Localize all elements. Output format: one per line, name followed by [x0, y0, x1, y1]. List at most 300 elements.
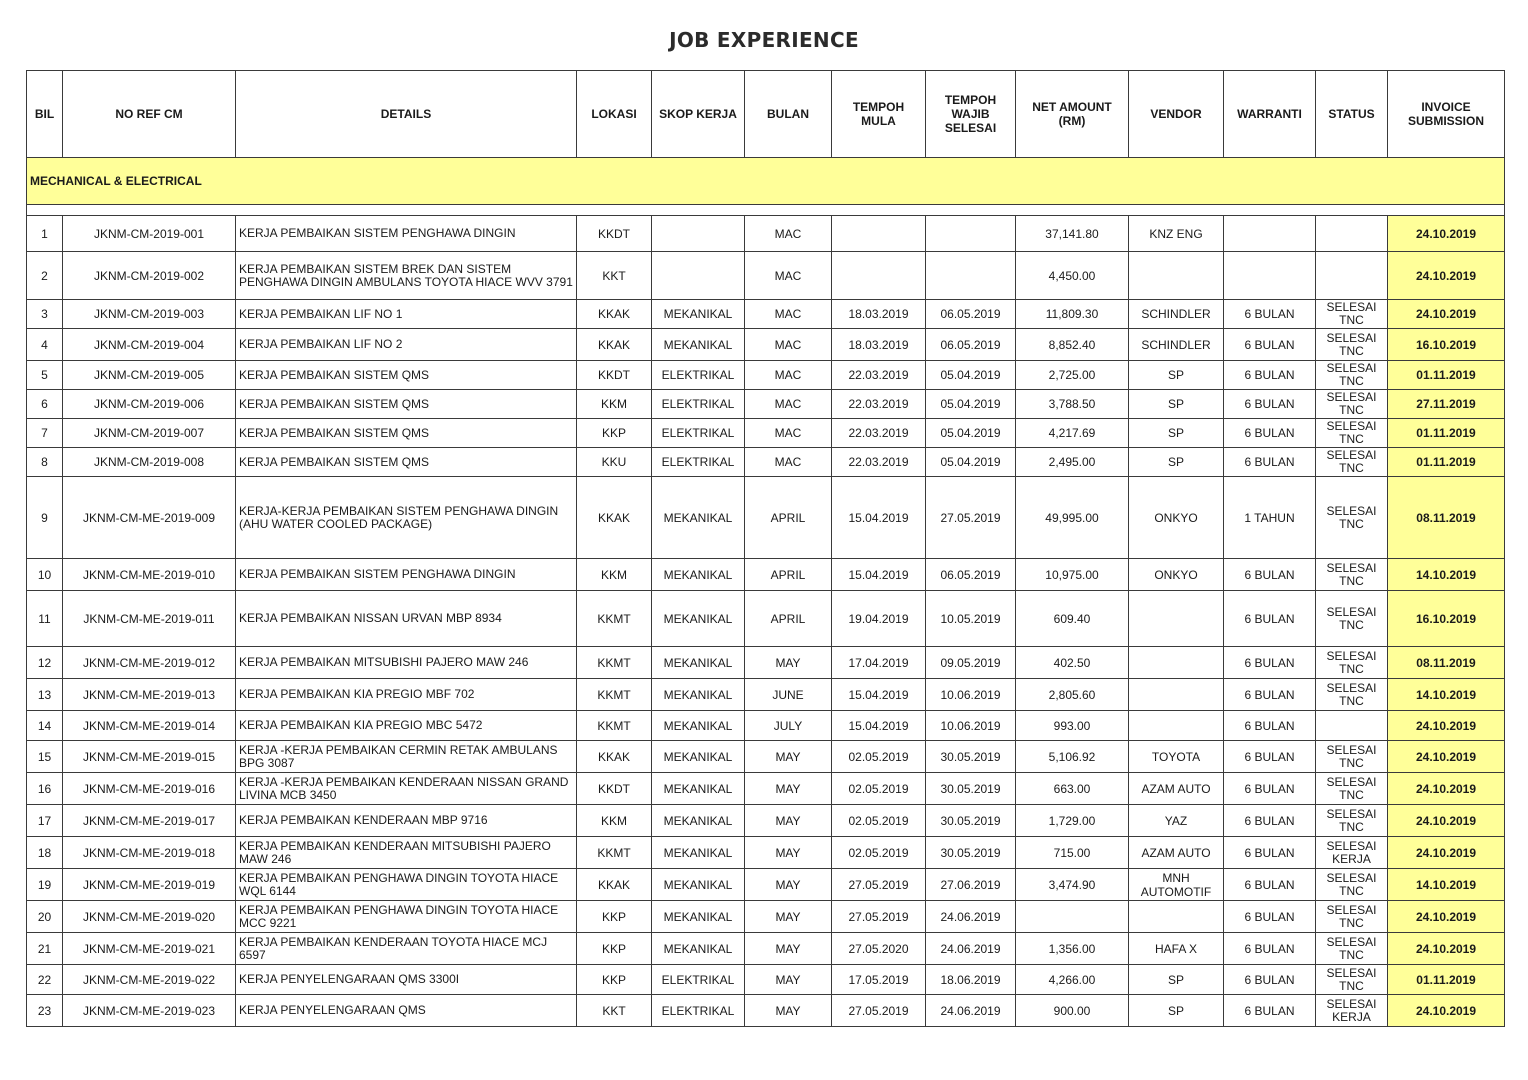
- cell-tempoh-mula: 15.04.2019: [832, 559, 926, 591]
- cell-tempoh-selesai: 05.04.2019: [926, 361, 1016, 390]
- cell-net-amount: 10,975.00: [1016, 559, 1129, 591]
- cell-lokasi: KKAK: [577, 477, 652, 559]
- cell-bulan: APRIL: [745, 591, 832, 647]
- cell-invoice: 24.10.2019: [1388, 216, 1505, 252]
- cell-bulan: JULY: [745, 711, 832, 741]
- cell-bulan: MAY: [745, 805, 832, 837]
- cell-tempoh-mula: 27.05.2019: [832, 901, 926, 933]
- cell-status: SELESAI TNC: [1316, 329, 1388, 361]
- cell-tempoh-selesai: 30.05.2019: [926, 837, 1016, 869]
- cell-invoice: 24.10.2019: [1388, 933, 1505, 965]
- cell-warranti: 6 BULAN: [1224, 995, 1316, 1027]
- cell-net-amount: 993.00: [1016, 711, 1129, 741]
- cell-tempoh-selesai: [926, 252, 1016, 300]
- cell-status: SELESAI KERJA: [1316, 837, 1388, 869]
- table-row: [27, 252, 1505, 300]
- cell-ref: JKNM-CM-2019-004: [63, 329, 236, 361]
- cell-skop: ELEKTRIKAL: [652, 390, 745, 419]
- cell-net-amount: 900.00: [1016, 995, 1129, 1027]
- cell-lokasi: KKAK: [577, 741, 652, 773]
- cell-bil: 10: [27, 559, 63, 591]
- cell-warranti: 6 BULAN: [1224, 741, 1316, 773]
- cell-lokasi: KKAK: [577, 869, 652, 901]
- cell-tempoh-mula: 27.05.2019: [832, 869, 926, 901]
- table-row: [27, 448, 1505, 477]
- cell-net-amount: 3,788.50: [1016, 390, 1129, 419]
- cell-warranti: 6 BULAN: [1224, 965, 1316, 995]
- cell-details: KERJA -KERJA PEMBAIKAN KENDERAAN NISSAN GRAND LIVINA MCB 3450: [236, 773, 577, 805]
- cell-bulan: MAY: [745, 869, 832, 901]
- cell-tempoh-selesai: 27.05.2019: [926, 477, 1016, 559]
- cell-vendor: SP: [1129, 448, 1224, 477]
- cell-status: SELESAI TNC: [1316, 965, 1388, 995]
- cell-details: KERJA PEMBAIKAN PENGHAWA DINGIN TOYOTA HIACE MCC 9221: [236, 901, 577, 933]
- cell-status: [1316, 252, 1388, 300]
- cell-bulan: APRIL: [745, 559, 832, 591]
- cell-warranti: 6 BULAN: [1224, 390, 1316, 419]
- header-vendor: VENDOR: [1129, 71, 1224, 158]
- cell-invoice: 24.10.2019: [1388, 252, 1505, 300]
- cell-vendor: KNZ ENG: [1129, 216, 1224, 252]
- cell-vendor: SP: [1129, 995, 1224, 1027]
- table-row: [27, 591, 1505, 647]
- cell-status: SELESAI TNC: [1316, 933, 1388, 965]
- cell-ref: JKNM-CM-2019-003: [63, 300, 236, 329]
- table-row: [27, 965, 1505, 995]
- cell-bil: 2: [27, 252, 63, 300]
- cell-bulan: MAY: [745, 837, 832, 869]
- cell-lokasi: KKMT: [577, 647, 652, 679]
- cell-status: SELESAI TNC: [1316, 559, 1388, 591]
- cell-bil: 11: [27, 591, 63, 647]
- table-row: [27, 419, 1505, 448]
- cell-tempoh-selesai: 05.04.2019: [926, 390, 1016, 419]
- cell-vendor: AZAM AUTO: [1129, 773, 1224, 805]
- header-skop: SKOP KERJA: [652, 71, 745, 158]
- table-row: [27, 837, 1505, 869]
- cell-status: SELESAI TNC: [1316, 361, 1388, 390]
- cell-bulan: MAY: [745, 965, 832, 995]
- cell-lokasi: KKP: [577, 419, 652, 448]
- cell-bulan: MAC: [745, 390, 832, 419]
- cell-vendor: [1129, 591, 1224, 647]
- cell-ref: JKNM-CM-ME-2019-012: [63, 647, 236, 679]
- cell-net-amount: 2,725.00: [1016, 361, 1129, 390]
- cell-lokasi: KKAK: [577, 329, 652, 361]
- cell-status: SELESAI TNC: [1316, 477, 1388, 559]
- cell-net-amount: 8,852.40: [1016, 329, 1129, 361]
- cell-bil: 8: [27, 448, 63, 477]
- cell-tempoh-selesai: 05.04.2019: [926, 448, 1016, 477]
- cell-invoice: 24.10.2019: [1388, 837, 1505, 869]
- cell-tempoh-mula: 15.04.2019: [832, 711, 926, 741]
- cell-bil: 18: [27, 837, 63, 869]
- cell-bil: 21: [27, 933, 63, 965]
- section-label: MECHANICAL & ELECTRICAL: [27, 158, 1505, 205]
- cell-invoice: 01.11.2019: [1388, 419, 1505, 448]
- cell-vendor: TOYOTA: [1129, 741, 1224, 773]
- cell-tempoh-selesai: 06.05.2019: [926, 300, 1016, 329]
- cell-tempoh-mula: 15.04.2019: [832, 477, 926, 559]
- cell-bulan: JUNE: [745, 679, 832, 711]
- header-tempoh-selesai: TEMPOH WAJIB SELESAI: [926, 71, 1016, 158]
- cell-status: SELESAI TNC: [1316, 591, 1388, 647]
- cell-ref: JKNM-CM-2019-001: [63, 216, 236, 252]
- cell-tempoh-selesai: 30.05.2019: [926, 805, 1016, 837]
- cell-lokasi: KKU: [577, 448, 652, 477]
- cell-skop: ELEKTRIKAL: [652, 361, 745, 390]
- cell-tempoh-mula: 22.03.2019: [832, 419, 926, 448]
- cell-details: KERJA PEMBAIKAN KIA PREGIO MBC 5472: [236, 711, 577, 741]
- cell-skop: MEKANIKAL: [652, 711, 745, 741]
- cell-net-amount: 4,217.69: [1016, 419, 1129, 448]
- job-experience-table: [26, 70, 1505, 1027]
- header-status: STATUS: [1316, 71, 1388, 158]
- cell-details: KERJA PEMBAIKAN KIA PREGIO MBF 702: [236, 679, 577, 711]
- cell-status: [1316, 711, 1388, 741]
- cell-ref: JKNM-CM-ME-2019-018: [63, 837, 236, 869]
- cell-skop: ELEKTRIKAL: [652, 448, 745, 477]
- cell-tempoh-mula: [832, 216, 926, 252]
- cell-tempoh-mula: 02.05.2019: [832, 805, 926, 837]
- cell-skop: MEKANIKAL: [652, 837, 745, 869]
- table-row: [27, 805, 1505, 837]
- cell-tempoh-selesai: [926, 216, 1016, 252]
- cell-lokasi: KKMT: [577, 837, 652, 869]
- cell-tempoh-selesai: 10.06.2019: [926, 679, 1016, 711]
- cell-tempoh-selesai: 27.06.2019: [926, 869, 1016, 901]
- cell-bulan: MAY: [745, 773, 832, 805]
- cell-warranti: 6 BULAN: [1224, 361, 1316, 390]
- cell-invoice: 01.11.2019: [1388, 361, 1505, 390]
- section-spacer: [27, 205, 1505, 216]
- cell-status: SELESAI TNC: [1316, 869, 1388, 901]
- cell-bulan: MAC: [745, 216, 832, 252]
- cell-net-amount: 49,995.00: [1016, 477, 1129, 559]
- header-lokasi: LOKASI: [577, 71, 652, 158]
- cell-skop: MEKANIKAL: [652, 329, 745, 361]
- table-row: [27, 773, 1505, 805]
- cell-net-amount: 11,809.30: [1016, 300, 1129, 329]
- cell-invoice: 24.10.2019: [1388, 711, 1505, 741]
- cell-warranti: 6 BULAN: [1224, 329, 1316, 361]
- cell-skop: MEKANIKAL: [652, 679, 745, 711]
- table-row: [27, 679, 1505, 711]
- cell-details: KERJA PEMBAIKAN SISTEM BREK DAN SISTEM PENGHAWA DINGIN AMBULANS TOYOTA HIACE WVV 3791: [236, 252, 577, 300]
- cell-warranti: 6 BULAN: [1224, 419, 1316, 448]
- cell-net-amount: 4,266.00: [1016, 965, 1129, 995]
- cell-net-amount: [1016, 901, 1129, 933]
- cell-warranti: 1 TAHUN: [1224, 477, 1316, 559]
- cell-lokasi: KKP: [577, 901, 652, 933]
- cell-lokasi: KKM: [577, 390, 652, 419]
- cell-warranti: 6 BULAN: [1224, 837, 1316, 869]
- table-row: [27, 390, 1505, 419]
- header-tempoh-mula: TEMPOH MULA: [832, 71, 926, 158]
- cell-ref: JKNM-CM-ME-2019-019: [63, 869, 236, 901]
- header-net-amount: NET AMOUNT (RM): [1016, 71, 1129, 158]
- cell-skop: ELEKTRIKAL: [652, 995, 745, 1027]
- cell-net-amount: 1,729.00: [1016, 805, 1129, 837]
- cell-details: KERJA PENYELENGARAAN QMS: [236, 995, 577, 1027]
- cell-status: SELESAI TNC: [1316, 679, 1388, 711]
- cell-warranti: 6 BULAN: [1224, 647, 1316, 679]
- cell-status: SELESAI TNC: [1316, 419, 1388, 448]
- cell-tempoh-selesai: 06.05.2019: [926, 329, 1016, 361]
- cell-status: SELESAI TNC: [1316, 805, 1388, 837]
- cell-vendor: SCHINDLER: [1129, 329, 1224, 361]
- cell-tempoh-mula: 22.03.2019: [832, 390, 926, 419]
- cell-tempoh-selesai: 10.06.2019: [926, 711, 1016, 741]
- cell-invoice: 16.10.2019: [1388, 591, 1505, 647]
- table-row: [27, 559, 1505, 591]
- cell-status: SELESAI TNC: [1316, 390, 1388, 419]
- cell-warranti: 6 BULAN: [1224, 300, 1316, 329]
- cell-tempoh-selesai: 06.05.2019: [926, 559, 1016, 591]
- cell-bil: 3: [27, 300, 63, 329]
- section-row: [27, 158, 1505, 205]
- cell-tempoh-mula: [832, 252, 926, 300]
- cell-details: KERJA PEMBAIKAN LIF NO 2: [236, 329, 577, 361]
- cell-tempoh-mula: 02.05.2019: [832, 837, 926, 869]
- cell-tempoh-mula: 17.04.2019: [832, 647, 926, 679]
- cell-vendor: [1129, 679, 1224, 711]
- cell-bulan: MAC: [745, 361, 832, 390]
- page-title: JOB EXPERIENCE: [669, 28, 859, 52]
- table-row: [27, 361, 1505, 390]
- cell-skop: MEKANIKAL: [652, 741, 745, 773]
- cell-details: KERJA PEMBAIKAN SISTEM PENGHAWA DINGIN: [236, 216, 577, 252]
- cell-tempoh-mula: 27.05.2020: [832, 933, 926, 965]
- cell-bil: 14: [27, 711, 63, 741]
- cell-warranti: 6 BULAN: [1224, 869, 1316, 901]
- table-header-row: [27, 71, 1505, 158]
- cell-lokasi: KKDT: [577, 773, 652, 805]
- cell-invoice: 14.10.2019: [1388, 679, 1505, 711]
- cell-tempoh-mula: 15.04.2019: [832, 679, 926, 711]
- cell-warranti: 6 BULAN: [1224, 591, 1316, 647]
- cell-skop: ELEKTRIKAL: [652, 419, 745, 448]
- cell-bulan: APRIL: [745, 477, 832, 559]
- cell-vendor: MNH AUTOMOTIF: [1129, 869, 1224, 901]
- cell-invoice: 24.10.2019: [1388, 300, 1505, 329]
- cell-bulan: MAY: [745, 741, 832, 773]
- cell-ref: JKNM-CM-ME-2019-015: [63, 741, 236, 773]
- cell-invoice: 01.11.2019: [1388, 965, 1505, 995]
- cell-lokasi: KKM: [577, 805, 652, 837]
- cell-warranti: 6 BULAN: [1224, 679, 1316, 711]
- cell-tempoh-selesai: 30.05.2019: [926, 773, 1016, 805]
- cell-status: SELESAI KERJA: [1316, 995, 1388, 1027]
- cell-net-amount: 4,450.00: [1016, 252, 1129, 300]
- cell-ref: JKNM-CM-ME-2019-020: [63, 901, 236, 933]
- cell-net-amount: 37,141.80: [1016, 216, 1129, 252]
- cell-vendor: SP: [1129, 390, 1224, 419]
- cell-status: [1316, 216, 1388, 252]
- cell-vendor: SP: [1129, 361, 1224, 390]
- cell-warranti: 6 BULAN: [1224, 805, 1316, 837]
- cell-skop: MEKANIKAL: [652, 300, 745, 329]
- cell-bil: 5: [27, 361, 63, 390]
- cell-ref: JKNM-CM-2019-008: [63, 448, 236, 477]
- cell-lokasi: KKP: [577, 965, 652, 995]
- cell-lokasi: KKM: [577, 559, 652, 591]
- table-row: [27, 300, 1505, 329]
- cell-bil: 20: [27, 901, 63, 933]
- cell-vendor: [1129, 711, 1224, 741]
- cell-net-amount: 402.50: [1016, 647, 1129, 679]
- cell-bil: 12: [27, 647, 63, 679]
- cell-status: SELESAI TNC: [1316, 448, 1388, 477]
- header-warranti: WARRANTI: [1224, 71, 1316, 158]
- cell-ref: JKNM-CM-ME-2019-011: [63, 591, 236, 647]
- header-bulan: BULAN: [745, 71, 832, 158]
- cell-skop: [652, 252, 745, 300]
- cell-skop: MEKANIKAL: [652, 591, 745, 647]
- table-row: [27, 329, 1505, 361]
- cell-invoice: 24.10.2019: [1388, 901, 1505, 933]
- header-invoice: INVOICE SUBMISSION: [1388, 71, 1505, 158]
- cell-details: KERJA PEMBAIKAN NISSAN URVAN MBP 8934: [236, 591, 577, 647]
- cell-skop: MEKANIKAL: [652, 559, 745, 591]
- cell-ref: JKNM-CM-2019-006: [63, 390, 236, 419]
- cell-ref: JKNM-CM-ME-2019-023: [63, 995, 236, 1027]
- cell-vendor: [1129, 647, 1224, 679]
- cell-net-amount: 715.00: [1016, 837, 1129, 869]
- cell-lokasi: KKT: [577, 252, 652, 300]
- cell-lokasi: KKMT: [577, 679, 652, 711]
- cell-bil: 13: [27, 679, 63, 711]
- cell-warranti: [1224, 252, 1316, 300]
- cell-skop: MEKANIKAL: [652, 933, 745, 965]
- cell-bulan: MAC: [745, 329, 832, 361]
- cell-status: SELESAI TNC: [1316, 741, 1388, 773]
- cell-invoice: 24.10.2019: [1388, 995, 1505, 1027]
- cell-lokasi: KKAK: [577, 300, 652, 329]
- cell-details: KERJA PEMBAIKAN MITSUBISHI PAJERO MAW 246: [236, 647, 577, 679]
- cell-tempoh-selesai: 09.05.2019: [926, 647, 1016, 679]
- cell-vendor: SCHINDLER: [1129, 300, 1224, 329]
- cell-tempoh-selesai: 24.06.2019: [926, 933, 1016, 965]
- cell-warranti: [1224, 216, 1316, 252]
- cell-details: KERJA PENYELENGARAAN QMS 3300I: [236, 965, 577, 995]
- cell-ref: JKNM-CM-2019-005: [63, 361, 236, 390]
- cell-lokasi: KKMT: [577, 711, 652, 741]
- cell-invoice: 16.10.2019: [1388, 329, 1505, 361]
- cell-tempoh-selesai: 05.04.2019: [926, 419, 1016, 448]
- cell-net-amount: 2,495.00: [1016, 448, 1129, 477]
- cell-ref: JKNM-CM-ME-2019-017: [63, 805, 236, 837]
- cell-details: KERJA PEMBAIKAN SISTEM QMS: [236, 361, 577, 390]
- cell-invoice: 08.11.2019: [1388, 647, 1505, 679]
- table-row: [27, 933, 1505, 965]
- cell-skop: MEKANIKAL: [652, 647, 745, 679]
- cell-net-amount: 5,106.92: [1016, 741, 1129, 773]
- cell-bulan: MAC: [745, 448, 832, 477]
- cell-lokasi: KKDT: [577, 361, 652, 390]
- cell-vendor: [1129, 901, 1224, 933]
- cell-tempoh-selesai: 24.06.2019: [926, 995, 1016, 1027]
- table-row: [27, 647, 1505, 679]
- cell-bulan: MAC: [745, 252, 832, 300]
- cell-status: SELESAI TNC: [1316, 647, 1388, 679]
- cell-invoice: 14.10.2019: [1388, 869, 1505, 901]
- cell-bulan: MAC: [745, 419, 832, 448]
- cell-ref: JKNM-CM-2019-007: [63, 419, 236, 448]
- cell-invoice: 14.10.2019: [1388, 559, 1505, 591]
- cell-warranti: 6 BULAN: [1224, 559, 1316, 591]
- cell-warranti: 6 BULAN: [1224, 711, 1316, 741]
- table-row: [27, 995, 1505, 1027]
- cell-status: SELESAI TNC: [1316, 773, 1388, 805]
- cell-vendor: HAFA X: [1129, 933, 1224, 965]
- cell-bil: 22: [27, 965, 63, 995]
- cell-warranti: 6 BULAN: [1224, 933, 1316, 965]
- cell-vendor: ONKYO: [1129, 559, 1224, 591]
- table-row: [27, 869, 1505, 901]
- cell-tempoh-mula: 18.03.2019: [832, 300, 926, 329]
- cell-tempoh-mula: 19.04.2019: [832, 591, 926, 647]
- cell-lokasi: KKP: [577, 933, 652, 965]
- cell-invoice: 24.10.2019: [1388, 741, 1505, 773]
- cell-details: KERJA PEMBAIKAN SISTEM QMS: [236, 419, 577, 448]
- cell-ref: JKNM-CM-ME-2019-010: [63, 559, 236, 591]
- cell-details: KERJA PEMBAIKAN KENDERAAN MITSUBISHI PAJERO MAW 246: [236, 837, 577, 869]
- cell-status: SELESAI TNC: [1316, 300, 1388, 329]
- cell-status: SELESAI TNC: [1316, 901, 1388, 933]
- cell-net-amount: 609.40: [1016, 591, 1129, 647]
- cell-bil: 19: [27, 869, 63, 901]
- cell-net-amount: 663.00: [1016, 773, 1129, 805]
- cell-tempoh-selesai: 24.06.2019: [926, 901, 1016, 933]
- cell-bulan: MAY: [745, 933, 832, 965]
- cell-ref: JKNM-CM-ME-2019-021: [63, 933, 236, 965]
- cell-vendor: [1129, 252, 1224, 300]
- cell-warranti: 6 BULAN: [1224, 901, 1316, 933]
- table-row: [27, 901, 1505, 933]
- cell-tempoh-selesai: 30.05.2019: [926, 741, 1016, 773]
- cell-tempoh-mula: 22.03.2019: [832, 448, 926, 477]
- cell-lokasi: KKT: [577, 995, 652, 1027]
- cell-bulan: MAY: [745, 647, 832, 679]
- table-row: [27, 711, 1505, 741]
- cell-vendor: AZAM AUTO: [1129, 837, 1224, 869]
- cell-ref: JKNM-CM-ME-2019-016: [63, 773, 236, 805]
- cell-details: KERJA PEMBAIKAN KENDERAAN TOYOTA HIACE MCJ 6597: [236, 933, 577, 965]
- cell-vendor: SP: [1129, 419, 1224, 448]
- cell-tempoh-mula: 18.03.2019: [832, 329, 926, 361]
- cell-lokasi: KKMT: [577, 591, 652, 647]
- cell-tempoh-mula: 02.05.2019: [832, 773, 926, 805]
- cell-invoice: 24.10.2019: [1388, 805, 1505, 837]
- cell-invoice: 27.11.2019: [1388, 390, 1505, 419]
- cell-warranti: 6 BULAN: [1224, 773, 1316, 805]
- cell-ref: JKNM-CM-ME-2019-013: [63, 679, 236, 711]
- cell-ref: JKNM-CM-ME-2019-014: [63, 711, 236, 741]
- cell-skop: MEKANIKAL: [652, 901, 745, 933]
- cell-net-amount: 2,805.60: [1016, 679, 1129, 711]
- header-ref: NO REF CM: [63, 71, 236, 158]
- cell-bil: 15: [27, 741, 63, 773]
- cell-tempoh-mula: 17.05.2019: [832, 965, 926, 995]
- cell-details: KERJA PEMBAIKAN KENDERAAN MBP 9716: [236, 805, 577, 837]
- cell-details: KERJA PEMBAIKAN SISTEM PENGHAWA DINGIN: [236, 559, 577, 591]
- cell-bil: 23: [27, 995, 63, 1027]
- cell-tempoh-selesai: 10.05.2019: [926, 591, 1016, 647]
- cell-ref: JKNM-CM-ME-2019-022: [63, 965, 236, 995]
- cell-details: KERJA PEMBAIKAN PENGHAWA DINGIN TOYOTA HIACE WQL 6144: [236, 869, 577, 901]
- cell-net-amount: 1,356.00: [1016, 933, 1129, 965]
